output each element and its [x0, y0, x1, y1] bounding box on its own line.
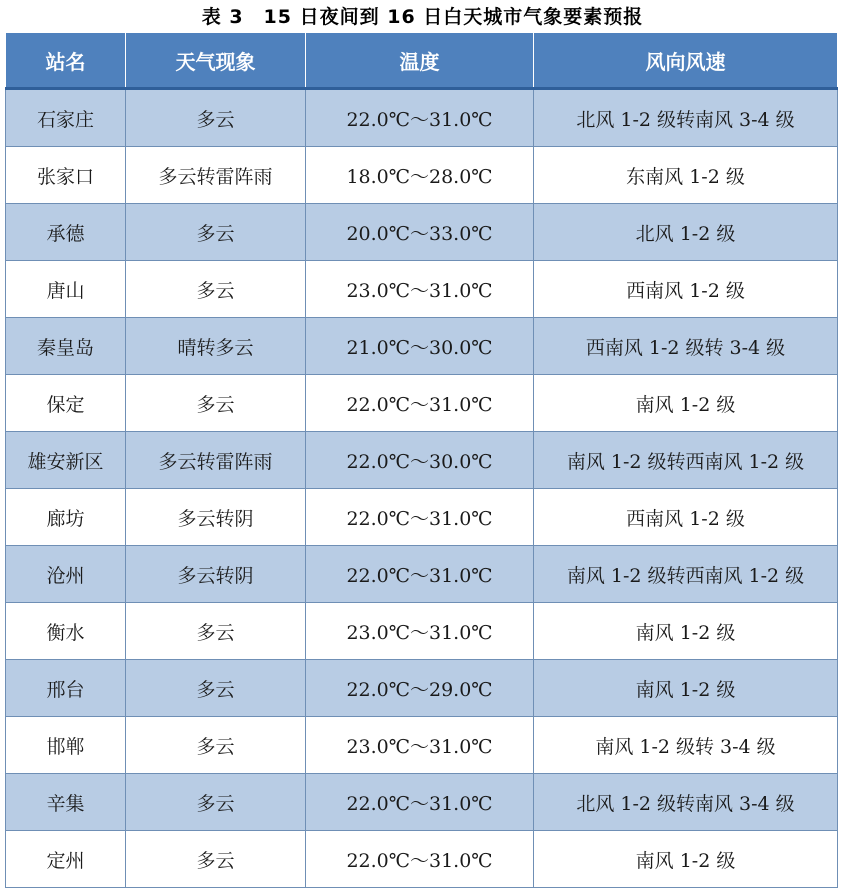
- cell-station: 沧州: [6, 546, 126, 603]
- cell-temperature: 23.0℃～31.0℃: [306, 717, 534, 774]
- cell-station: 保定: [6, 375, 126, 432]
- cell-wind: 南风 1-2 级: [534, 603, 838, 660]
- cell-station: 秦皇岛: [6, 318, 126, 375]
- cell-weather: 多云: [126, 660, 306, 717]
- table-row: [6, 261, 838, 318]
- table-row: [6, 318, 838, 375]
- cell-station: 廊坊: [6, 489, 126, 546]
- forecast-table: [5, 32, 838, 888]
- cell-temperature: 22.0℃～31.0℃: [306, 489, 534, 546]
- cell-wind: 南风 1-2 级转西南风 1-2 级: [534, 546, 838, 603]
- table-row: [6, 432, 838, 489]
- cell-temperature: 18.0℃～28.0℃: [306, 147, 534, 204]
- table-row: [6, 375, 838, 432]
- cell-station: 雄安新区: [6, 432, 126, 489]
- table-row: [6, 717, 838, 774]
- cell-weather: 多云转阴: [126, 489, 306, 546]
- cell-station: 衡水: [6, 603, 126, 660]
- cell-temperature: 22.0℃～31.0℃: [306, 774, 534, 831]
- cell-wind: 南风 1-2 级: [534, 375, 838, 432]
- cell-station: 邢台: [6, 660, 126, 717]
- cell-weather: 多云: [126, 375, 306, 432]
- table-row: [6, 204, 838, 261]
- cell-station: 张家口: [6, 147, 126, 204]
- header-weather: 天气现象: [126, 33, 306, 89]
- cell-wind: 西南风 1-2 级转 3-4 级: [534, 318, 838, 375]
- cell-temperature: 23.0℃～31.0℃: [306, 261, 534, 318]
- header-row: [6, 33, 838, 89]
- cell-weather: 多云转阴: [126, 546, 306, 603]
- cell-temperature: 20.0℃～33.0℃: [306, 204, 534, 261]
- table-row: [6, 89, 838, 147]
- cell-weather: 多云: [126, 89, 306, 147]
- table-row: [6, 546, 838, 603]
- cell-station: 承德: [6, 204, 126, 261]
- cell-temperature: 22.0℃～31.0℃: [306, 89, 534, 147]
- cell-wind: 南风 1-2 级: [534, 660, 838, 717]
- cell-weather: 晴转多云: [126, 318, 306, 375]
- cell-temperature: 23.0℃～31.0℃: [306, 603, 534, 660]
- cell-station: 石家庄: [6, 89, 126, 147]
- table-caption: 表 3 15 日夜间到 16 日白天城市气象要素预报: [201, 6, 644, 28]
- cell-station: 定州: [6, 831, 126, 888]
- cell-wind: 东南风 1-2 级: [534, 147, 838, 204]
- table-row: [6, 774, 838, 831]
- table-row: [6, 603, 838, 660]
- cell-station: 唐山: [6, 261, 126, 318]
- cell-wind: 西南风 1-2 级: [534, 489, 838, 546]
- table-row: [6, 831, 838, 888]
- table-row: [6, 660, 838, 717]
- cell-wind: 南风 1-2 级: [534, 831, 838, 888]
- cell-weather: 多云: [126, 261, 306, 318]
- cell-temperature: 22.0℃～29.0℃: [306, 660, 534, 717]
- cell-temperature: 21.0℃～30.0℃: [306, 318, 534, 375]
- cell-wind: 北风 1-2 级转南风 3-4 级: [534, 89, 838, 147]
- table-row: [6, 489, 838, 546]
- cell-temperature: 22.0℃～31.0℃: [306, 546, 534, 603]
- cell-weather: 多云: [126, 774, 306, 831]
- table-row: [6, 147, 838, 204]
- cell-weather: 多云: [126, 831, 306, 888]
- cell-weather: 多云转雷阵雨: [126, 432, 306, 489]
- cell-weather: 多云: [126, 603, 306, 660]
- cell-temperature: 22.0℃～31.0℃: [306, 831, 534, 888]
- cell-station: 邯郸: [6, 717, 126, 774]
- cell-wind: 西南风 1-2 级: [534, 261, 838, 318]
- header-station: 站名: [6, 33, 126, 89]
- cell-weather: 多云: [126, 717, 306, 774]
- header-temperature: 温度: [306, 33, 534, 89]
- cell-wind: 北风 1-2 级转南风 3-4 级: [534, 774, 838, 831]
- cell-wind: 南风 1-2 级转 3-4 级: [534, 717, 838, 774]
- header-wind: 风向风速: [534, 33, 838, 89]
- cell-station: 辛集: [6, 774, 126, 831]
- cell-wind: 南风 1-2 级转西南风 1-2 级: [534, 432, 838, 489]
- cell-weather: 多云转雷阵雨: [126, 147, 306, 204]
- cell-wind: 北风 1-2 级: [534, 204, 838, 261]
- cell-temperature: 22.0℃～31.0℃: [306, 375, 534, 432]
- cell-weather: 多云: [126, 204, 306, 261]
- cell-temperature: 22.0℃～30.0℃: [306, 432, 534, 489]
